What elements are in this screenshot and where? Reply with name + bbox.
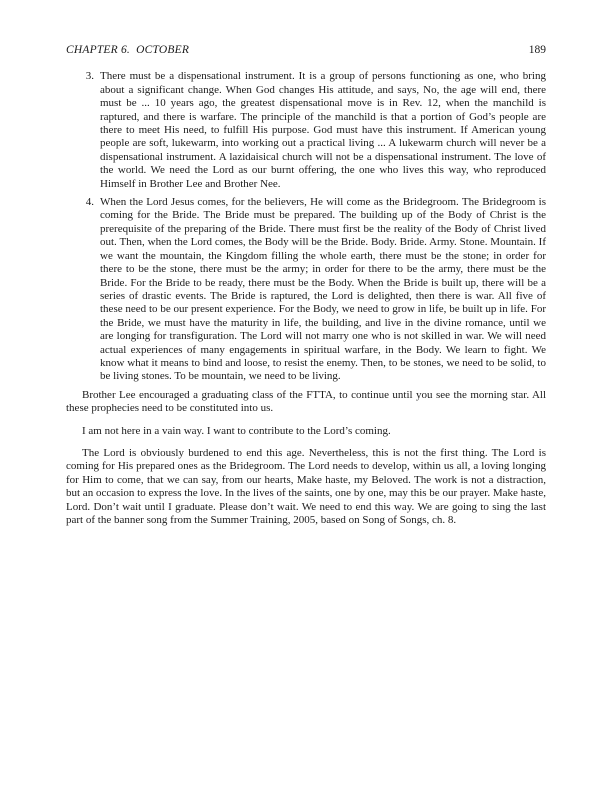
paragraph: The Lord is obviously burdened to end this age. Nevertheless, this is not the first thing. The Lord is coming for His prepared ones as the Bridegroom. The Lord needs to develop, within us all, a loving longing for Him to come, that we can say, from our hearts, Make haste, my Beloved. The work is not a distraction, but an occasion to express the love. In the lives of the saints, one by one, may this be our prayer. Make haste, Lord. Don’t wait until I graduate. Please don’t wait. We need to end this way. We are going to sing the last part of the banner song from the Summer Training, 2005, based on Song of Songs, ch. 8.	[66, 446, 546, 526]
item-number: 3.	[85, 70, 94, 83]
body-paragraphs	[66, 389, 546, 528]
list-item-3	[66, 70, 546, 191]
paragraph: Brother Lee encouraged a graduating class of the FTTA, to continue until you see the morning star. All these prophecies need to be constituted into us.	[66, 388, 546, 415]
page-number: 189	[528, 44, 546, 56]
item-text: When the Lord Jesus comes, for the believers, He will come as the Bridegroom. The Bridegroom is coming for the Bride. The Bride must be prepared. The building up of the Body of Christ is the prerequisite of the preparing of the Bride. There must first be the reality of the Body of Christ lived out. Then, when the Lord comes, the Body will be the Bride. Body. Bride. Army. Stone. Mountain. If we want the mountain, the Kingdom filling the whole earth, there must be the stone; in order for there to be the stone, there must be the army; in order for there to be the army, there must be the Bride. For the Bride to be ready, there must be the Body. When the Bride is built up, there will be a series of drastic events. The Bride is raptured, the Lord is delighted, then there is war. All five of these need to be our present experience. For the Body, we need to grow in life, be built up in life. For the Bride, we must have the maturity in life, the building, and live in the divine romance, until we are longing for transfiguration. The Lord will not marry one who is not skilled in war. We will need actual experiences of many engagements in spiritual warfare, in the Body. We learn to fight. We know what it means to bind and loose, to resist the enemy. Then, to be stones, we need to be solid, to be living stones. To be mountain, we need to be living.	[100, 196, 546, 383]
item-number: 4.	[85, 196, 94, 209]
list-item-4	[66, 196, 546, 384]
running-head	[66, 44, 546, 57]
item-text: There must be a dispensational instrument. It is a group of persons functioning as one, who bring about a significant change. When God changes His attitude, and says, No, the age will end, there must be ... 10 years ago, the greatest dispensational move is in Rev. 12, when the manchild is raptured, and there is warfare. The principle of the manchild is that a portion of God’s people are there to meet His need, to fulfill His purpose. God must have this instrument. If American young people are soft, lukewarm, into working out a practical living ... A lukewarm church will never be a dispensational instrument. A lazidaisical church will not be a dispensational instrument. The love of the world. We need the Lord as our burnt offering, the one who lives this way, who reproduced Himself in Brother Lee and Brother Nee.	[100, 70, 546, 190]
paragraph: I am not here in a vain way. I want to contribute to the Lord’s coming.	[82, 424, 391, 437]
chapter-title: CHAPTER 6. OCTOBER	[66, 44, 190, 56]
numbered-list	[66, 70, 546, 383]
